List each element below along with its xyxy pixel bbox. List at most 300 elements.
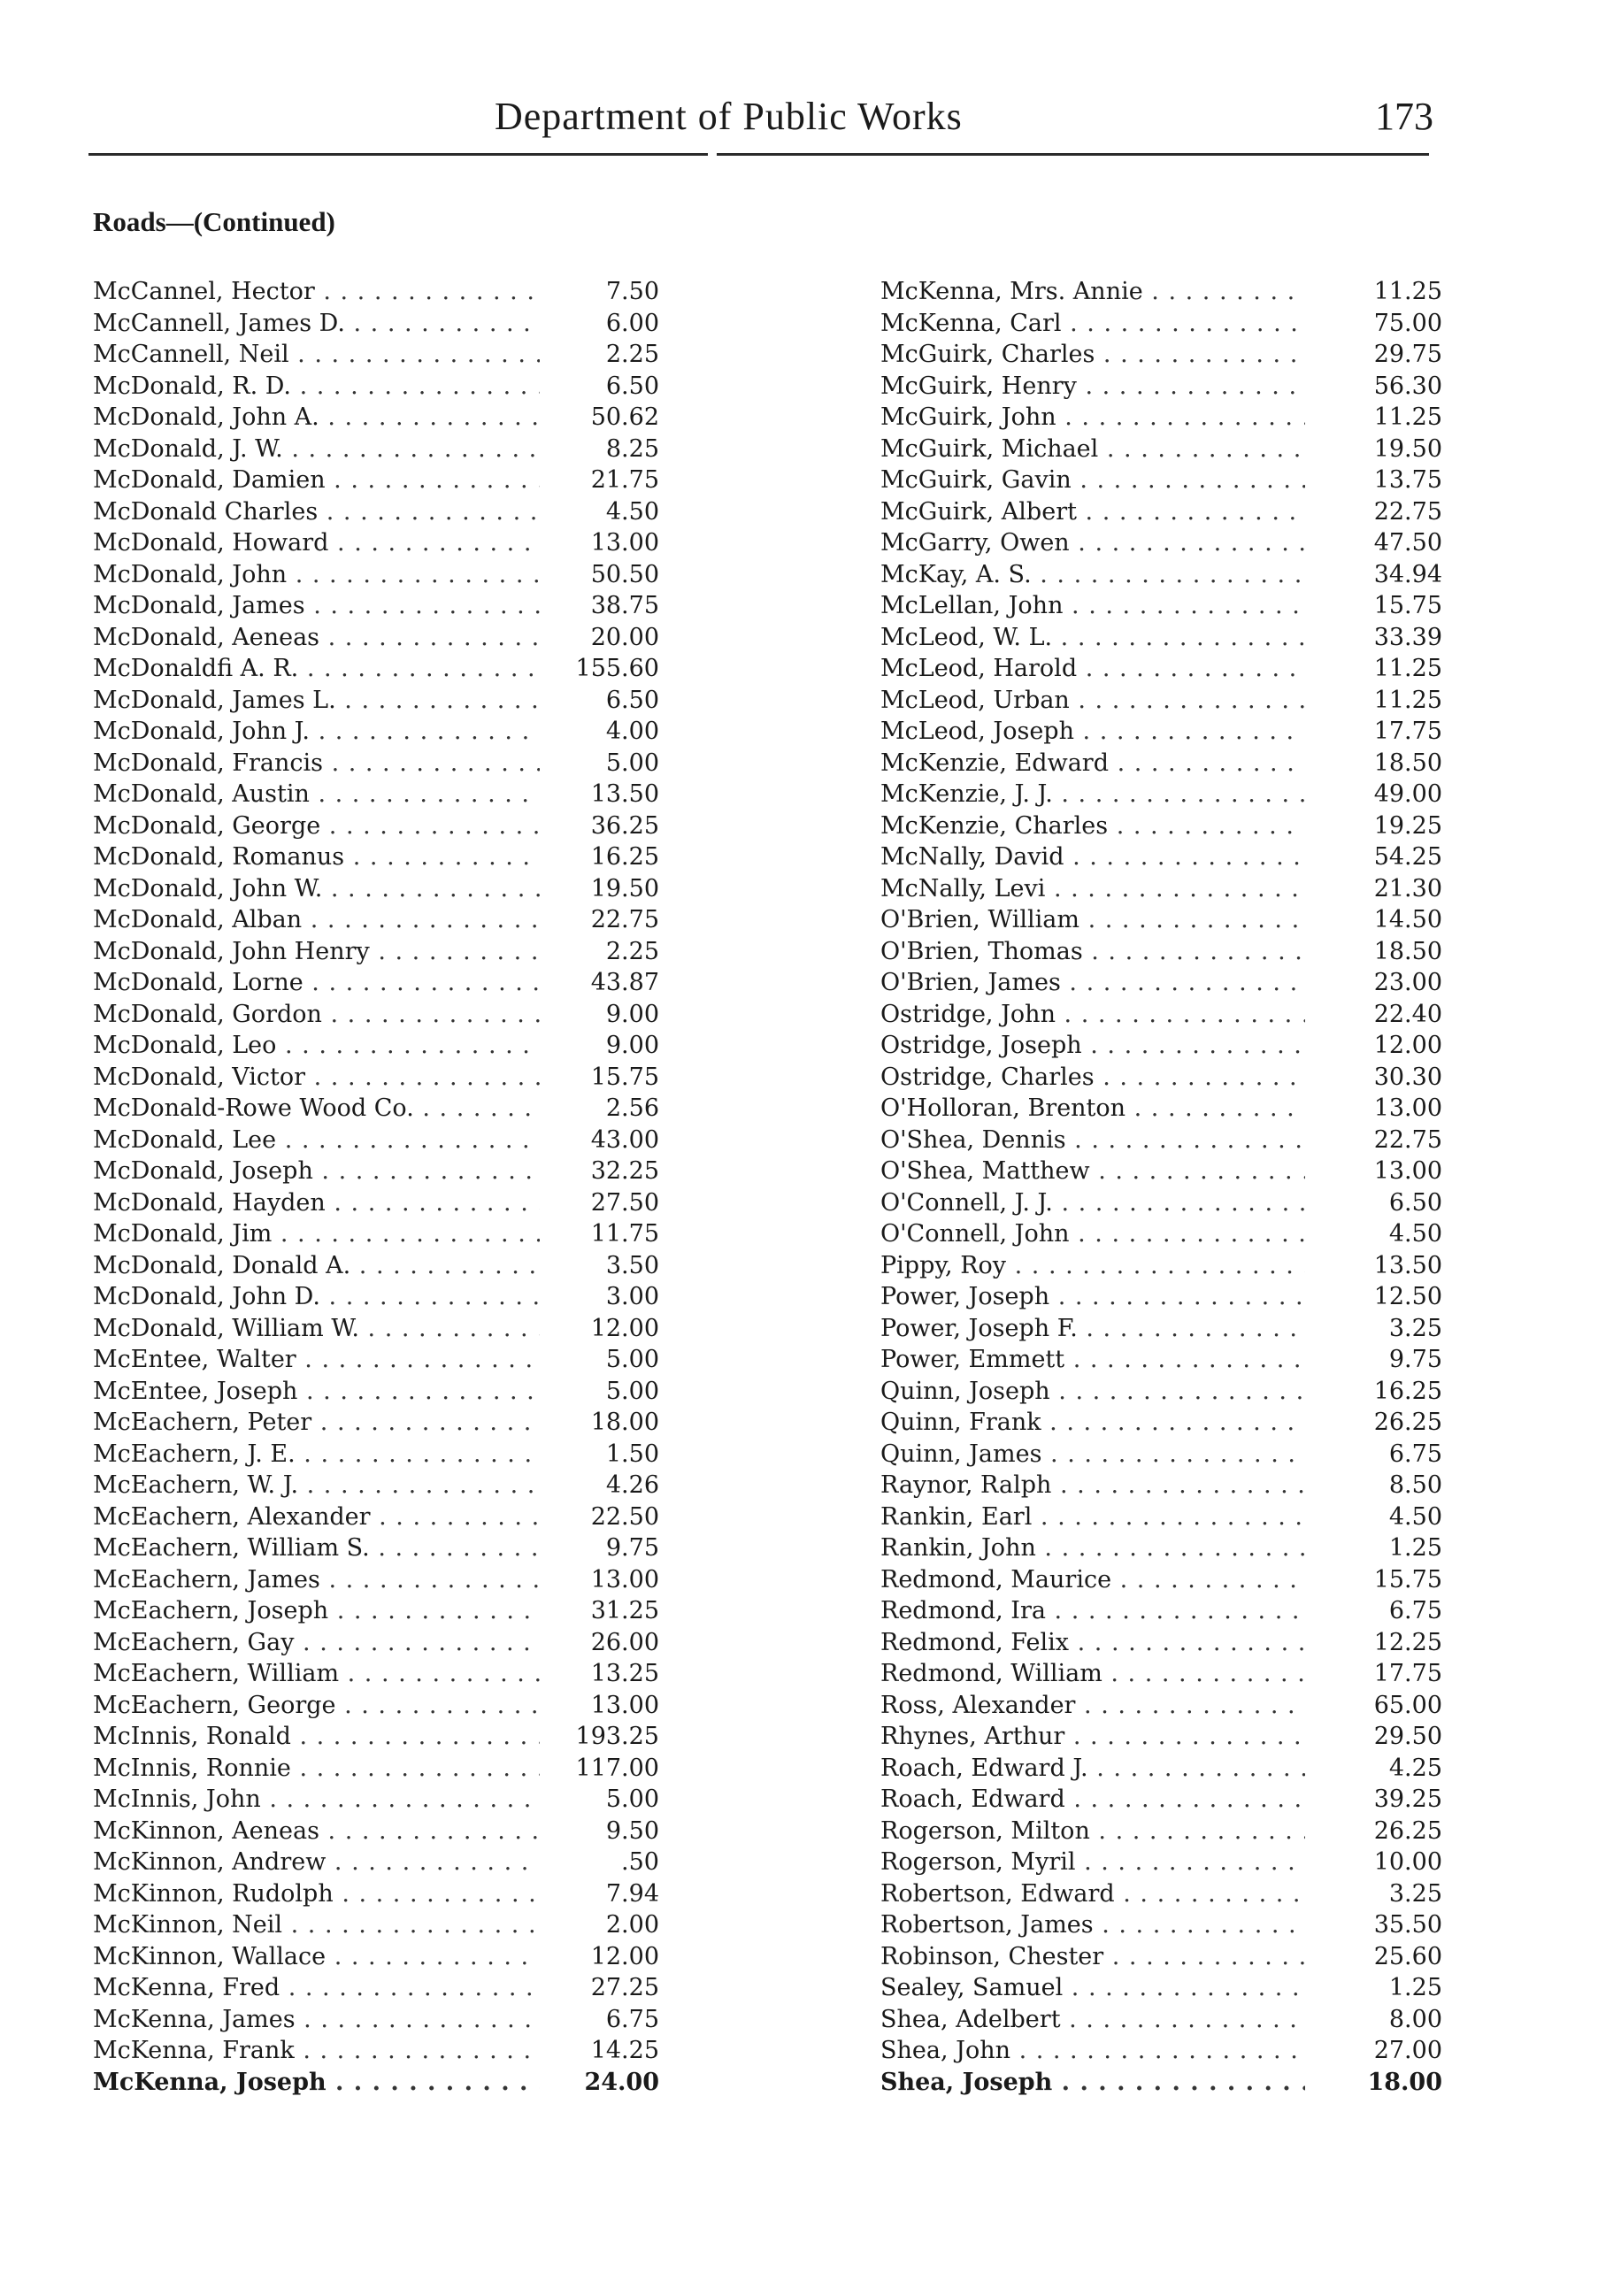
entry-amount: 12.00	[1373, 1032, 1442, 1059]
entry-name: McEntee, Joseph . . .	[93, 1376, 540, 1408]
entry-amount: 26.25	[1373, 1409, 1442, 1436]
list-item	[880, 1030, 1442, 1062]
entry-amount: 9.50	[605, 1816, 659, 1845]
list-item	[880, 402, 1442, 434]
entry-name: McDonald, John Henry . . .	[93, 936, 540, 968]
list-item	[880, 1564, 1442, 1596]
list-item	[880, 1658, 1442, 1690]
entry-name: McDonald, Howard . . .	[93, 527, 540, 559]
list-item	[93, 904, 659, 936]
entry-amount: 22.50	[590, 1502, 659, 1531]
entry-amount: 13.00	[590, 1691, 659, 1719]
list-item	[880, 2067, 1442, 2099]
list-item	[93, 1690, 659, 1722]
list-item	[93, 339, 659, 371]
entry-amount: 16.25	[1373, 1377, 1442, 1405]
entry-name: McNally, Levi . . .	[880, 873, 1305, 905]
list-item	[93, 371, 659, 403]
list-item	[880, 1816, 1442, 1847]
entry-amount: 4.50	[1388, 1220, 1442, 1248]
list-item	[880, 1062, 1442, 1094]
entry-name: Raynor, Ralph . . .	[880, 1470, 1305, 1501]
list-item	[93, 1909, 659, 1941]
list-item	[880, 1753, 1442, 1785]
entry-name: McDonald, Gordon . . .	[93, 999, 540, 1031]
entry-name: Quinn, Joseph . . .	[880, 1376, 1305, 1408]
list-item	[93, 559, 659, 591]
entry-amount: 4.50	[605, 497, 659, 526]
entry-name: O'Brien, James . . .	[880, 967, 1305, 999]
entry-amount: 21.30	[1373, 874, 1442, 902]
entry-name: Shea, Joseph . . .	[880, 2067, 1305, 2099]
entry-name: McDonald, George . . .	[93, 810, 540, 842]
entry-amount: 27.00	[1373, 2037, 1442, 2064]
list-item	[880, 1690, 1442, 1722]
entry-name: McGuirk, Michael . . .	[880, 434, 1305, 465]
entry-amount: 7.50	[605, 278, 659, 305]
list-item	[93, 2067, 659, 2099]
entry-name: McDonald, Lorne . . .	[93, 967, 540, 999]
entry-name: McDonald, Lee . . .	[93, 1125, 540, 1156]
entry-name: McKenzie, Edward . . .	[880, 748, 1305, 779]
entry-amount: 43.00	[590, 1125, 659, 1154]
entry-name: McDonald, John . . .	[93, 559, 540, 591]
entry-amount: 27.25	[590, 1974, 659, 2001]
entry-amount: 2.56	[605, 1094, 659, 1122]
list-item	[93, 999, 659, 1031]
entry-name: McLeod, W. L. . . .	[880, 622, 1305, 654]
entry-amount: 65.00	[1373, 1691, 1442, 1719]
entry-name: Power, Emmett . . .	[880, 1344, 1305, 1376]
list-item	[880, 999, 1442, 1031]
entry-name: McKinnon, Aeneas . . .	[93, 1816, 540, 1847]
entry-name: McKinnon, Rudolph . . .	[93, 1878, 540, 1910]
page-header	[88, 88, 1433, 150]
list-item	[880, 1376, 1442, 1408]
header-rule-right	[717, 153, 1429, 156]
entry-name: McDonald, Romanus . . .	[93, 841, 540, 873]
list-item	[93, 1847, 659, 1878]
entry-amount: 6.75	[1388, 1597, 1442, 1624]
entry-amount: 39.25	[1373, 1785, 1442, 1813]
entry-amount: 13.50	[590, 780, 659, 808]
list-item	[93, 1501, 659, 1533]
entry-name: McEachern, W. J. . . .	[93, 1470, 540, 1501]
list-item	[880, 2004, 1442, 2036]
entry-name: McDonald, Donald A. . . .	[93, 1250, 540, 1282]
list-item	[93, 716, 659, 748]
entry-name: O'Holloran, Brenton . . .	[880, 1093, 1305, 1125]
entry-amount: 25.60	[1373, 1942, 1442, 1970]
entry-name: McEachern, James . . .	[93, 1564, 540, 1596]
entry-amount: 10.00	[1373, 1848, 1442, 1876]
entry-name: McGuirk, Gavin . . .	[880, 465, 1305, 496]
entry-name: McLeod, Joseph . . .	[880, 716, 1305, 748]
entry-name: McGuirk, Henry . . .	[880, 371, 1305, 403]
entry-amount: 26.00	[590, 1628, 659, 1656]
entry-amount: 50.62	[590, 403, 659, 431]
entry-name: McKenna, James . . .	[93, 2004, 540, 2036]
entry-amount: 193.25	[575, 1723, 659, 1750]
entry-name: McLellan, John . . .	[880, 590, 1305, 622]
entry-amount: 18.00	[590, 1409, 659, 1436]
entry-amount: 15.75	[1373, 592, 1442, 619]
entry-amount: 29.50	[1373, 1723, 1442, 1750]
entry-amount: 9.75	[1388, 1346, 1442, 1373]
entry-name: McKenna, Carl . . .	[880, 308, 1305, 340]
entry-amount: 8.25	[605, 434, 659, 463]
entry-amount: 22.75	[1373, 1125, 1442, 1154]
list-item	[93, 810, 659, 842]
entry-name: Shea, Adelbert . . .	[880, 2004, 1305, 2036]
entry-name: McDonald, Joseph . . .	[93, 1156, 540, 1187]
entry-name: McDonald, Damien . . .	[93, 465, 540, 496]
entry-name: Ostridge, John . . .	[880, 999, 1305, 1031]
entry-amount: 34.94	[1373, 560, 1442, 588]
entry-amount: 38.75	[590, 592, 659, 619]
entry-amount: 18.50	[1373, 937, 1442, 965]
entry-name: McKenna, Fred . . .	[93, 1972, 540, 2004]
entry-amount: 13.00	[1373, 1094, 1442, 1122]
entry-name: McKinnon, Wallace . . .	[93, 1941, 540, 1973]
entry-name: O'Brien, Thomas . . .	[880, 936, 1305, 968]
entry-amount: 4.25	[1388, 1754, 1442, 1782]
entry-name: McDonald, Leo . . .	[93, 1030, 540, 1062]
entry-name: McCannell, Neil . . .	[93, 339, 540, 371]
entry-amount: 35.50	[1373, 1911, 1442, 1939]
list-item	[880, 748, 1442, 779]
entry-name: McKinnon, Neil . . .	[93, 1909, 540, 1941]
list-item	[880, 590, 1442, 622]
entry-name: McCannell, James D. . . .	[93, 308, 540, 340]
entry-amount: 11.75	[590, 1220, 659, 1248]
entry-name: McKenna, Frank . . .	[93, 2035, 540, 2067]
entry-amount: 6.50	[605, 686, 659, 714]
entry-name: McEntee, Walter . . .	[93, 1344, 540, 1376]
entry-amount: 15.75	[590, 1063, 659, 1091]
list-item	[93, 1784, 659, 1816]
entry-name: Redmond, William . . .	[880, 1658, 1305, 1690]
entry-amount: .50	[621, 1848, 659, 1876]
list-item	[93, 527, 659, 559]
entry-name: McDonald, R. D. . . .	[93, 371, 540, 403]
entry-name: Pippy, Roy . . .	[880, 1250, 1305, 1282]
entry-name: McEachern, George . . .	[93, 1690, 540, 1722]
department-title: Department of Public Works	[495, 95, 963, 138]
list-item	[93, 402, 659, 434]
entry-amount: 1.50	[605, 1440, 659, 1468]
list-item	[93, 590, 659, 622]
entry-name: McLeod, Urban . . .	[880, 685, 1305, 717]
entry-amount: 17.75	[1373, 1660, 1442, 1687]
entry-name: Ross, Alexander . . .	[880, 1690, 1305, 1722]
list-item	[93, 1658, 659, 1690]
entry-amount: 33.39	[1373, 623, 1442, 651]
list-item	[93, 653, 659, 685]
entry-name: Roach, Edward J. . . .	[880, 1753, 1305, 1785]
entry-amount: 17.75	[1373, 718, 1442, 745]
entry-name: Rankin, Earl . . .	[880, 1501, 1305, 1533]
entry-amount: 22.40	[1373, 1000, 1442, 1028]
entry-name: McDonald, Alban . . .	[93, 904, 540, 936]
entry-name: Ostridge, Joseph . . .	[880, 1030, 1305, 1062]
entry-amount: 13.00	[590, 529, 659, 557]
entry-name: McKenzie, Charles . . .	[880, 810, 1305, 842]
entry-name: McInnis, Ronnie . . .	[93, 1753, 540, 1785]
list-item	[880, 527, 1442, 559]
entry-name: McCannel, Hector . . .	[93, 276, 540, 308]
entry-amount: 26.25	[1373, 1816, 1442, 1845]
entry-name: McDonald, Hayden . . .	[93, 1187, 540, 1219]
list-item	[880, 1721, 1442, 1753]
list-item	[880, 1909, 1442, 1941]
list-item	[880, 434, 1442, 465]
list-item	[93, 936, 659, 968]
list-item	[93, 873, 659, 905]
list-item	[93, 496, 659, 528]
list-item	[93, 434, 659, 465]
entry-amount: 47.50	[1373, 529, 1442, 557]
list-item	[880, 1878, 1442, 1910]
entry-name: McDonald, William W. . . .	[93, 1313, 540, 1345]
entry-name: Roach, Edward . . .	[880, 1784, 1305, 1816]
entry-name: McDonald, Aeneas . . .	[93, 622, 540, 654]
entry-amount: 31.25	[590, 1597, 659, 1624]
entry-name: McDonald, Victor . . .	[93, 1062, 540, 1094]
list-item	[880, 810, 1442, 842]
list-item	[880, 1281, 1442, 1313]
entry-name: McDonaldfi A. R. . . .	[93, 653, 540, 685]
list-item	[880, 936, 1442, 968]
entry-amount: 43.87	[590, 969, 659, 996]
list-item	[93, 1376, 659, 1408]
entry-amount: 27.50	[590, 1188, 659, 1217]
entry-amount: 18.00	[1367, 2068, 1442, 2096]
entry-name: McDonald, James . . .	[93, 590, 540, 622]
list-item	[93, 1470, 659, 1501]
entry-name: Ostridge, Charles . . .	[880, 1062, 1305, 1094]
list-item	[93, 1187, 659, 1219]
list-item	[93, 1281, 659, 1313]
entry-amount: 19.25	[1373, 811, 1442, 840]
right-column-list	[880, 276, 1442, 2098]
entry-name: McDonald, John D. . . .	[93, 1281, 540, 1313]
list-item	[93, 1941, 659, 1973]
list-item	[880, 841, 1442, 873]
entry-name: McEachern, Gay . . .	[93, 1627, 540, 1659]
list-item	[93, 1721, 659, 1753]
list-item	[93, 1878, 659, 1910]
list-item	[880, 1532, 1442, 1564]
list-item	[880, 1595, 1442, 1627]
list-item	[93, 841, 659, 873]
header-rule-left	[88, 153, 708, 156]
entry-amount: 4.26	[605, 1471, 659, 1499]
entry-name: McGarry, Owen . . .	[880, 527, 1305, 559]
entry-amount: 2.25	[605, 341, 659, 368]
list-item	[880, 559, 1442, 591]
entry-name: McEachern, Joseph . . .	[93, 1595, 540, 1627]
entry-amount: 11.25	[1373, 655, 1442, 682]
entry-name: McGuirk, Albert . . .	[880, 496, 1305, 528]
entry-amount: 12.50	[1373, 1283, 1442, 1310]
list-item	[93, 685, 659, 717]
list-item	[880, 622, 1442, 654]
entry-amount: 3.25	[1388, 1879, 1442, 1908]
entry-amount: 9.75	[605, 1534, 659, 1562]
list-item	[93, 1156, 659, 1187]
list-item	[880, 1250, 1442, 1282]
list-item	[880, 779, 1442, 810]
list-item	[93, 1532, 659, 1564]
list-item	[93, 967, 659, 999]
entry-amount: 24.00	[584, 2068, 659, 2096]
entry-amount: 36.25	[590, 811, 659, 840]
list-item	[93, 1439, 659, 1471]
list-item	[880, 308, 1442, 340]
entry-name: McKay, A. S. . . .	[880, 559, 1305, 591]
list-item	[880, 967, 1442, 999]
entry-amount: 6.50	[605, 372, 659, 400]
entry-name: McInnis, Ronald . . .	[93, 1721, 540, 1753]
entry-name: O'Connell, John . . .	[880, 1218, 1305, 1250]
entry-name: Shea, John . . .	[880, 2035, 1305, 2067]
entry-name: Sealey, Samuel . . .	[880, 1972, 1305, 2004]
entry-name: Quinn, James . . .	[880, 1439, 1305, 1471]
section-title: Roads—(Continued)	[93, 206, 335, 237]
entry-amount: 11.25	[1373, 686, 1442, 714]
entry-name: O'Shea, Dennis . . .	[880, 1125, 1305, 1156]
entry-name: O'Connell, J. J. . . .	[880, 1187, 1305, 1219]
entry-amount: 20.00	[590, 623, 659, 651]
entry-name: McInnis, John . . .	[93, 1784, 540, 1816]
list-item	[880, 1501, 1442, 1533]
entry-name: McEachern, J. E. . . .	[93, 1439, 540, 1471]
entry-name: Redmond, Felix . . .	[880, 1627, 1305, 1659]
list-item	[93, 1218, 659, 1250]
list-item	[880, 904, 1442, 936]
list-item	[93, 308, 659, 340]
entry-amount: 14.25	[590, 2037, 659, 2064]
entry-name: Redmond, Ira . . .	[880, 1595, 1305, 1627]
list-item	[880, 685, 1442, 717]
entry-name: Redmond, Maurice . . .	[880, 1564, 1305, 1596]
entry-name: McDonald, John J. . . .	[93, 716, 540, 748]
entry-name: McLeod, Harold . . .	[880, 653, 1305, 685]
entry-amount: 56.30	[1373, 372, 1442, 400]
entry-amount: 30.30	[1373, 1063, 1442, 1091]
entry-name: Robertson, James . . .	[880, 1909, 1305, 1941]
entry-amount: 21.75	[590, 466, 659, 494]
entry-amount: 5.00	[605, 1377, 659, 1405]
list-item	[93, 1407, 659, 1439]
entry-amount: 29.75	[1373, 341, 1442, 368]
entry-amount: 12.00	[590, 1942, 659, 1970]
list-item	[880, 371, 1442, 403]
list-item	[880, 1187, 1442, 1219]
entry-amount: 6.75	[1388, 1440, 1442, 1468]
list-item	[93, 1093, 659, 1125]
list-item	[880, 1784, 1442, 1816]
entry-name: McDonald-Rowe Wood Co. . . .	[93, 1093, 540, 1125]
entry-name: McGuirk, Charles . . .	[880, 339, 1305, 371]
entry-amount: 7.94	[605, 1879, 659, 1908]
list-item	[93, 465, 659, 496]
entry-name: McDonald, J. W. . . .	[93, 434, 540, 465]
entry-amount: 75.00	[1373, 309, 1442, 337]
entry-amount: 3.50	[605, 1251, 659, 1279]
entry-amount: 1.25	[1388, 1534, 1442, 1562]
list-item	[93, 1250, 659, 1282]
list-item	[880, 1156, 1442, 1187]
entry-name: Power, Joseph . . .	[880, 1281, 1305, 1313]
entry-amount: 11.25	[1373, 278, 1442, 305]
list-item	[880, 1439, 1442, 1471]
list-item	[93, 1816, 659, 1847]
entry-name: O'Shea, Matthew . . .	[880, 1156, 1305, 1187]
entry-amount: 2.00	[605, 1911, 659, 1939]
entry-name: Quinn, Frank . . .	[880, 1407, 1305, 1439]
list-item	[880, 1941, 1442, 1973]
entry-name: McDonald Charles . . .	[93, 496, 540, 528]
entry-name: McDonald, Jim . . .	[93, 1218, 540, 1250]
entry-amount: 8.00	[1388, 2005, 1442, 2033]
list-item	[93, 276, 659, 308]
entry-name: McEachern, William . . .	[93, 1658, 540, 1690]
list-item	[93, 1627, 659, 1659]
list-item	[93, 1344, 659, 1376]
entry-amount: 22.75	[1373, 497, 1442, 526]
page-number: 173	[1375, 95, 1433, 138]
entry-amount: 12.25	[1373, 1628, 1442, 1656]
entry-amount: 9.00	[605, 1000, 659, 1028]
list-item	[880, 465, 1442, 496]
entry-amount: 49.00	[1373, 780, 1442, 808]
entry-amount: 22.75	[590, 906, 659, 933]
entry-amount: 18.50	[1373, 749, 1442, 777]
entry-amount: 50.50	[590, 560, 659, 588]
entry-name: McEachern, Alexander . . .	[93, 1501, 540, 1533]
entry-name: McDonald, James L. . . .	[93, 685, 540, 717]
entry-amount: 6.50	[1388, 1188, 1442, 1217]
entry-name: McDonald, Francis . . .	[93, 748, 540, 779]
entry-amount: 13.75	[1373, 466, 1442, 494]
entry-name: Rogerson, Milton . . .	[880, 1816, 1305, 1847]
entry-name: McEachern, Peter . . .	[93, 1407, 540, 1439]
entry-amount: 13.00	[590, 1565, 659, 1593]
list-item	[880, 2035, 1442, 2067]
list-item	[880, 716, 1442, 748]
entry-amount: 19.50	[590, 874, 659, 902]
entry-amount: 117.00	[575, 1754, 659, 1782]
list-item	[93, 1125, 659, 1156]
entry-amount: 13.00	[1373, 1157, 1442, 1185]
entry-amount: 6.00	[605, 309, 659, 337]
entry-amount: 3.00	[605, 1283, 659, 1310]
entry-amount: 6.75	[605, 2005, 659, 2033]
list-item	[93, 1564, 659, 1596]
entry-amount: 3.25	[1388, 1314, 1442, 1342]
entry-amount: 8.50	[1388, 1471, 1442, 1499]
entry-amount: 19.50	[1373, 434, 1442, 463]
entry-amount: 13.25	[590, 1660, 659, 1687]
entry-name: McKinnon, Andrew . . .	[93, 1847, 540, 1878]
entry-amount: 4.50	[1388, 1502, 1442, 1531]
entry-amount: 11.25	[1373, 403, 1442, 431]
entry-name: McNally, David . . .	[880, 841, 1305, 873]
entry-name: McKenna, Mrs. Annie . . .	[880, 276, 1305, 308]
entry-amount: 16.25	[590, 843, 659, 871]
